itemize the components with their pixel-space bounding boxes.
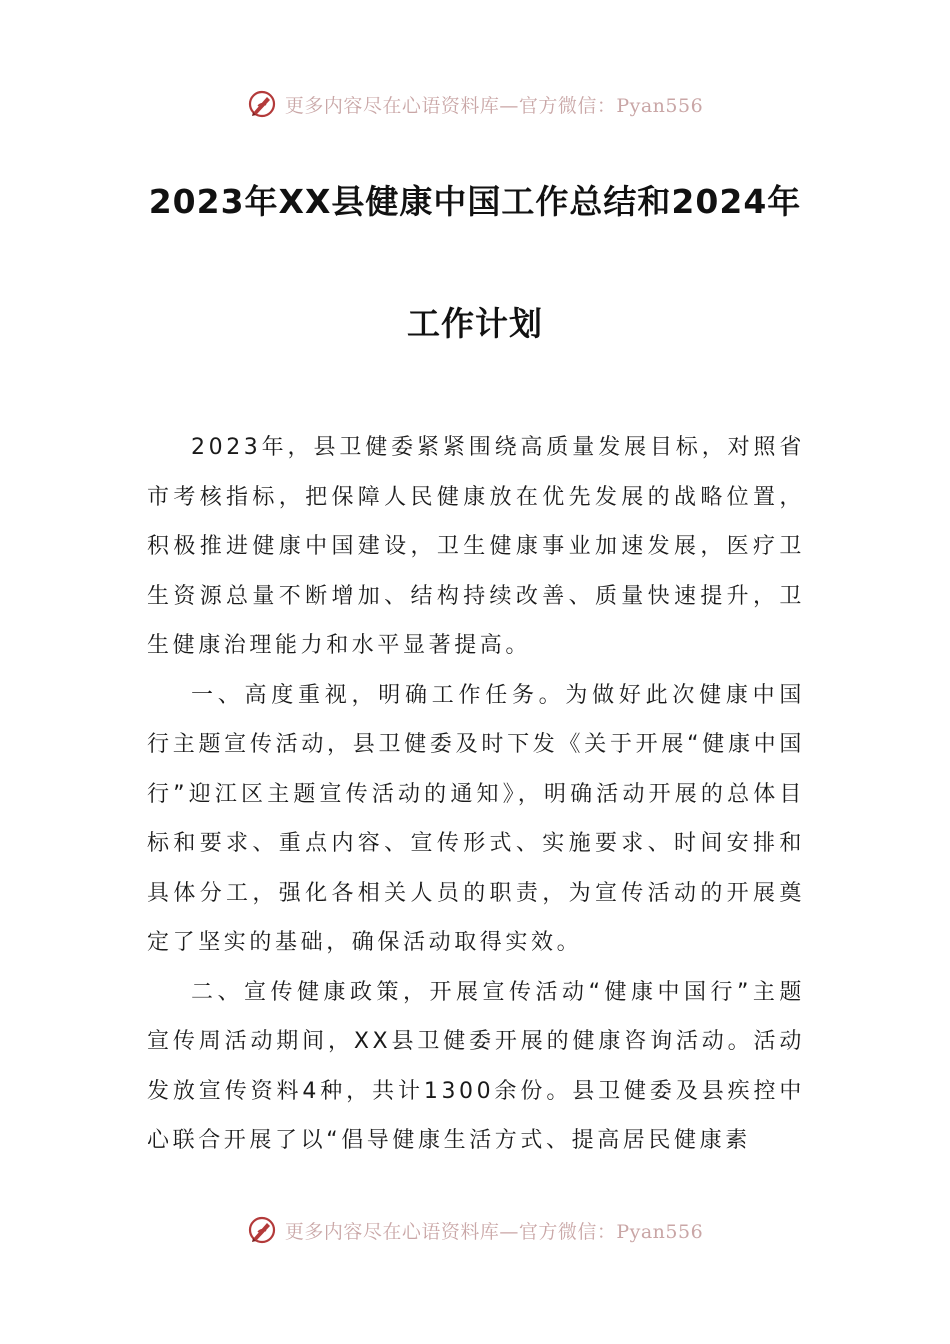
paragraph-section-1: 一、高度重视，明确工作任务。为做好此次健康中国行主题宣传活动，县卫健委及时下发《关于开展“健康中国行”迎江区主题宣传活动的通知》，明确活动开展的总体目标和要求、重点内容、宣传形式、实施要求、时间安排和具体分工，强化各相关人员的职责，为宣传活动的开展奠定了坚实的基础，确保活动取得实效。 xyxy=(147,682,805,955)
watermark-banner-top xyxy=(0,84,950,124)
pen-logo-icon xyxy=(247,89,277,119)
watermark-banner-bottom xyxy=(0,1210,950,1250)
paragraph-section-2: 二、宣传健康政策，开展宣传活动“健康中国行”主题宣传周活动期间，XX县卫健委开展的健康咨询活动。活动发放宣传资料4种，共计1300余份。县卫健委及县疾控中心联合开展了以“倡导健康生活方式、提高居民健康素 xyxy=(147,979,805,1153)
document-title-line2: 工作计划 xyxy=(407,304,543,343)
watermark-text: 更多内容尽在心语资料库—官方微信：Pyan556 xyxy=(284,1220,704,1243)
watermark-text: 更多内容尽在心语资料库—官方微信：Pyan556 xyxy=(284,94,704,117)
document-body xyxy=(147,423,805,1166)
document-title-line1: 2023年XX县健康中国工作总结和2024年 xyxy=(148,182,802,221)
pen-logo-icon xyxy=(247,1215,277,1245)
paragraph-intro: 2023年，县卫健委紧紧围绕高质量发展目标，对照省市考核指标，把保障人民健康放在优先发展的战略位置，积极推进健康中国建设，卫生健康事业加速发展，医疗卫生资源总量不断增加、结构持续改善、质量快速提升，卫生健康治理能力和水平显著提高。 xyxy=(147,435,805,658)
